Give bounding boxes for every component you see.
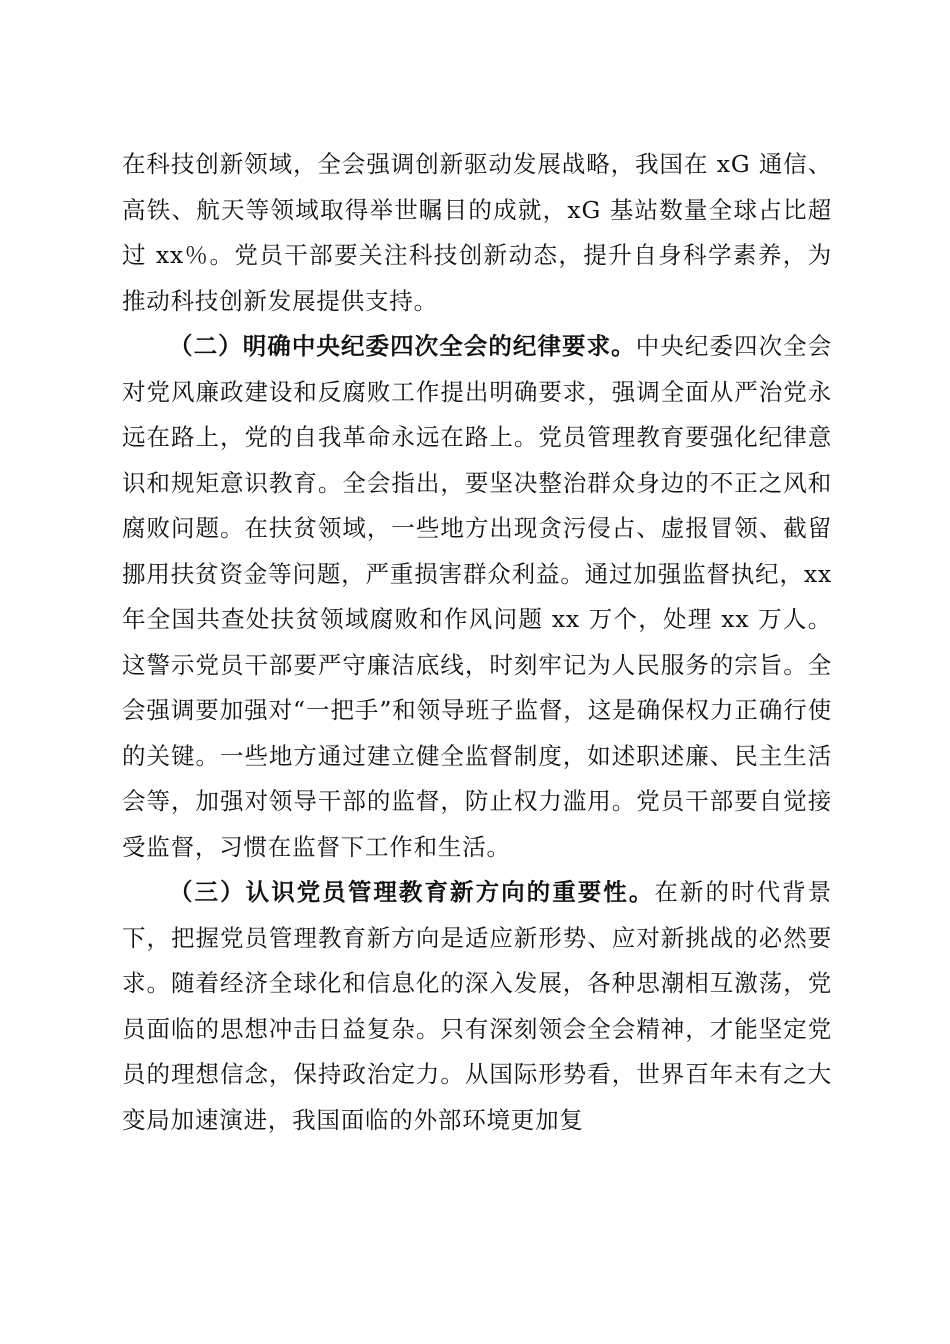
paragraph-body: 在新的时代背景下，把握党员管理教育新方向是适应新形势、应对新挑战的必然要求。随着经济全球化和信息化的深入发展，各种思潮相互激荡，党员面临的思想冲击日益复杂。只有深刻领会全会精神，才能坚定党员的理想信念，保持政治定力。从国际形势看，世界百年未有之大变局加速演进，我国面临的外部环境更加复 xyxy=(122,878,832,1134)
paragraph-discipline-requirements xyxy=(122,324,832,870)
document-body xyxy=(122,142,832,1143)
paragraph-body: 在科技创新领域，全会强调创新驱动发展战略，我国在 xG 通信、高铁、航天等领域取得举世瞩目的成就，xG 基站数量全球占比超过 xx％。党员干部要关注科技创新动态，提升自身科学素养，为推动科技创新发展提供支持。 xyxy=(122,150,832,315)
section-heading-3: （三）认识党员管理教育新方向的重要性。 xyxy=(169,878,655,906)
section-heading-2: （二）明确中央纪委四次全会的纪律要求。 xyxy=(169,332,636,360)
paragraph-tech-innovation xyxy=(122,142,832,324)
paragraph-body: 中央纪委四次全会对党风廉政建设和反腐败工作提出明确要求，强调全面从严治党永远在路上，党的自我革命永远在路上。党员管理教育要强化纪律意识和规矩意识教育。全会指出，要坚决整治群众身边的不正之风和腐败问题。在扶贫领域，一些地方出现贪污侵占、虚报冒领、截留挪用扶贫资金等问题，严重损害群众利益。通过加强监督执纪，xx 年全国共查处扶贫领域腐败和作风问题 xx 万个，处理 xx 万人。这警示党员干部要严守廉洁底线，时刻牢记为人民服务的宗旨。全会强调要加强对“一把手”和领导班子监督，这是确保权力正确行使的关键。一些地方通过建立健全监督制度，如述职述廉、民主生活会等，加强对领导干部的监督，防止权力滥用。党员干部要自觉接受监督，习惯在监督下工作和生活。 xyxy=(122,332,833,861)
paragraph-new-direction-importance xyxy=(122,870,832,1143)
